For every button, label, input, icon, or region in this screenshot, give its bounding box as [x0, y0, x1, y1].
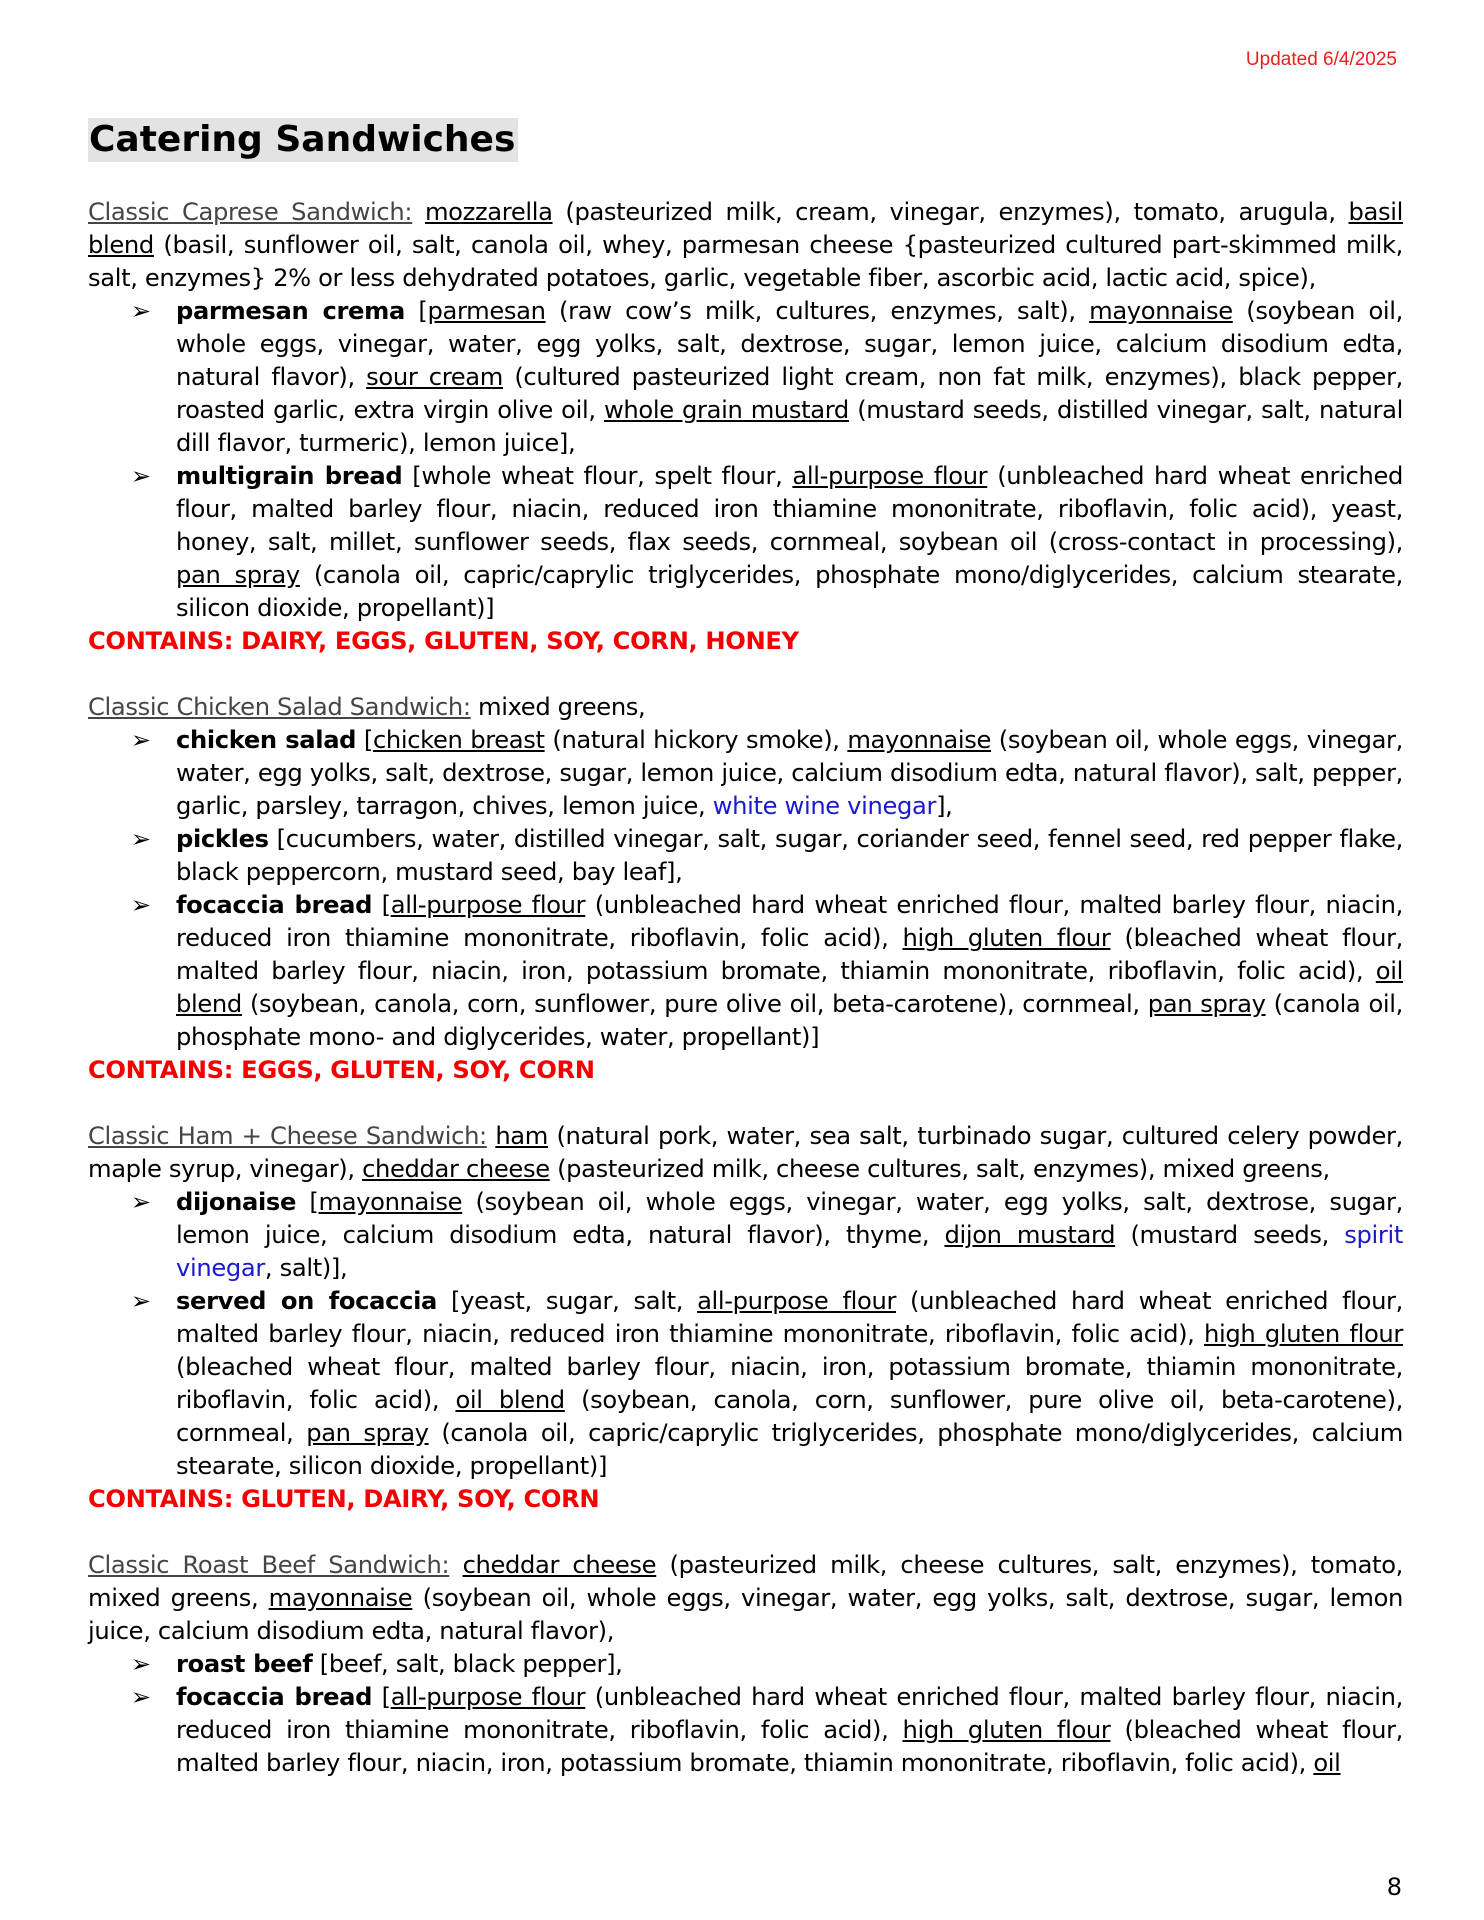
ingredient-text: (soybean oil, whole eggs, vinegar, water, egg yolks, salt, dextrose, sugar, lemon juice, calcium disodium edta, natural flavor),: [176, 297, 1403, 391]
arrow-bullet-icon: ➢: [131, 1683, 151, 1711]
ingredient-text: (basil, sunflower oil, salt, canola oil, whey, parmesan cheese {pasteurized cultured part-skimmed milk, salt, enzymes} 2% or less dehydrated potatoes, garlic, vegetable fiber, ascorbic acid, lactic acid, spice),: [88, 231, 1403, 292]
arrow-bullet-icon: ➢: [131, 825, 151, 853]
allergen-statement: CONTAINS: DAIRY, EGGS, GLUTEN, SOY, CORN, HONEY: [88, 627, 799, 655]
list-item: [88, 889, 1403, 1054]
ingredient-text: (unbleached hard wheat enriched flour, malted barley flour, niacin, reduced iron thiamine mononitrate, riboflavin, folic acid),: [176, 1683, 1403, 1744]
ingredient-text: (canola oil, capric/caprylic triglycerides, phosphate mono/diglycerides, calcium stearate, silicon dioxide, propellant)]: [176, 561, 1403, 622]
ingredient-text: [: [356, 726, 373, 754]
sandwich-name: Classic Roast Beef Sandwich:: [88, 1551, 450, 1579]
ingredient-link: pan spray: [176, 561, 300, 589]
ingredient-link: high gluten flour: [902, 924, 1111, 952]
ingredient-link: oil blend: [455, 1386, 565, 1414]
allergen-statement: CONTAINS: GLUTEN, DAIRY, SOY, CORN: [88, 1485, 600, 1513]
ingredient-text: (bleached wheat flour, malted barley flour, niacin, iron, potassium bromate, thiamin mononitrate, riboflavin, folic acid),: [176, 1353, 1403, 1414]
list-item: [88, 724, 1403, 823]
ingredient-text: (mustard seeds, distilled vinegar, salt, natural dill flavor, turmeric), lemon juice],: [176, 396, 1403, 457]
roastbeef-paragraph: [88, 1549, 1403, 1648]
ingredient-text: [: [372, 891, 391, 919]
ingredient-link: all-purpose flour: [792, 462, 988, 490]
ingredient-link: pan spray: [306, 1419, 429, 1447]
updated-date: Updated 6/4/2025: [1245, 49, 1397, 70]
ingredient-text: (cultured pasteurized light cream, non fat milk, enzymes), black pepper, roasted garlic, extra virgin olive oil,: [176, 363, 1403, 424]
ingredient-text: (unbleached hard wheat enriched flour, malted barley flour, niacin, reduced iron thiamine mononitrate, riboflavin, folic acid), yeast, honey, salt, millet, sunflower seeds, flax seeds, cornmeal, soybean oil (cross-contact in processing),: [176, 462, 1403, 556]
arrow-bullet-icon: ➢: [131, 1188, 151, 1216]
ingredient-text: (pasteurized milk, cheese cultures, salt, enzymes), mixed greens,: [549, 1155, 1330, 1183]
ingredient-text: [beef, salt, black pepper],: [312, 1650, 623, 1678]
allergen-statement: CONTAINS: EGGS, GLUTEN, SOY, CORN: [88, 1056, 595, 1084]
caprese-paragraph: [88, 196, 1403, 295]
ingredient-text: [449, 1551, 462, 1579]
ingredient-link: high gluten flour: [1204, 1320, 1403, 1348]
ingredient-text: (bleached wheat flour, malted barley flour, niacin, iron, potassium bromate, thiamin mononitrate, riboflavin, folic acid),: [176, 1716, 1403, 1777]
ingredient-text: (unbleached hard wheat enriched flour, malted barley flour, niacin, reduced iron thiamine mononitrate, riboflavin, folic acid),: [176, 1287, 1403, 1348]
ingredient-text: (pasteurized milk, cream, vinegar, enzymes), tomato, arugula,: [552, 198, 1349, 226]
ingredient-highlight: white wine vinegar: [712, 792, 937, 820]
sandwich-name: Classic Caprese Sandwich:: [88, 198, 413, 226]
ingredient-text: (unbleached hard wheat enriched flour, malted barley flour, niacin, reduced iron thiamine mononitrate, riboflavin, folic acid),: [176, 891, 1403, 952]
list-item: [88, 460, 1403, 625]
ingredient-text: (soybean oil, whole eggs, vinegar, water, egg yolks, salt, dextrose, sugar, lemon juice, calcium disodium edta, natural flavor), salt, pepper, garlic, parsley, tarragon, chives, lemon juice,: [176, 726, 1403, 820]
arrow-bullet-icon: ➢: [131, 462, 151, 490]
document-body: [88, 196, 1403, 1780]
component-name: chicken salad: [176, 726, 357, 754]
ingredient-link: oil blend: [176, 957, 1403, 1018]
arrow-bullet-icon: ➢: [131, 726, 151, 754]
ingredient-text: (mustard seeds,: [1115, 1221, 1345, 1249]
arrow-bullet-icon: ➢: [131, 891, 151, 919]
component-name: served on focaccia: [176, 1287, 438, 1315]
page-number: 8: [1386, 1873, 1402, 1901]
list-item: [88, 295, 1403, 460]
ingredient-link: mayonnaise: [318, 1188, 463, 1216]
arrow-bullet-icon: ➢: [131, 1287, 151, 1315]
component-name: roast beef: [176, 1650, 313, 1678]
ingredient-link: basil blend: [88, 198, 1403, 259]
ingredient-text: [cucumbers, water, distilled vinegar, salt, sugar, coriander seed, fennel seed, red pepper flake, black peppercorn, mustard seed, bay leaf],: [176, 825, 1403, 886]
ingredient-link: ham: [495, 1122, 548, 1150]
ingredient-link: pan spray: [1147, 990, 1266, 1018]
ingredient-link: mozzarella: [424, 198, 553, 226]
ingredient-text: [yeast, sugar, salt,: [437, 1287, 698, 1315]
ingredient-text: [: [372, 1683, 391, 1711]
ingredient-link: mayonnaise: [847, 726, 992, 754]
list-item: [88, 1681, 1403, 1780]
list-item: [88, 1648, 1403, 1681]
ingredient-link: chicken breast: [372, 726, 545, 754]
ingredient-link: all-purpose flour: [390, 1683, 586, 1711]
ingredient-link: oil: [1313, 1749, 1341, 1777]
ingredient-text: (soybean oil, whole eggs, vinegar, water, egg yolks, salt, dextrose, sugar, lemon juice, calcium disodium edta, natural flavor),: [88, 1584, 1403, 1645]
ingredient-link: parmesan: [427, 297, 546, 325]
ingredient-link: all-purpose flour: [697, 1287, 897, 1315]
ingredient-text: (canola oil, phosphate mono- and diglycerides, water, propellant)]: [176, 990, 1403, 1051]
list-item: [88, 823, 1403, 889]
sandwich-name: Classic Chicken Salad Sandwich:: [88, 693, 471, 721]
ingredient-text: (soybean, canola, corn, sunflower, pure olive oil, beta-carotene), cornmeal,: [176, 1386, 1403, 1447]
ingredient-text: mixed greens,: [470, 693, 646, 721]
ingredient-text: (natural hickory smoke),: [544, 726, 848, 754]
list-item: [88, 1285, 1403, 1483]
ingredient-text: (canola oil, capric/caprylic triglycerides, phosphate mono/diglycerides, calcium stearate, silicon dioxide, propellant)]: [176, 1419, 1403, 1480]
ingredient-text: (pasteurized milk, cheese cultures, salt, enzymes), tomato, mixed greens,: [88, 1551, 1403, 1612]
chicken-paragraph: [88, 691, 1403, 724]
ingredient-link: whole grain mustard: [603, 396, 849, 424]
arrow-bullet-icon: ➢: [131, 297, 151, 325]
page-title: Catering Sandwiches: [88, 118, 518, 162]
ingredient-text: (soybean oil, whole eggs, vinegar, water, egg yolks, salt, dextrose, sugar, lemon juice, calcium disodium edta, natural flavor), thyme,: [176, 1188, 1403, 1249]
ingredient-link: dijon mustard: [944, 1221, 1116, 1249]
ingredient-link: cheddar cheese: [362, 1155, 550, 1183]
ingredient-link: mayonnaise: [268, 1584, 413, 1612]
sandwich-name: Classic Ham + Cheese Sandwich:: [88, 1122, 487, 1150]
ingredient-text: (bleached wheat flour, malted barley flour, niacin, iron, potassium bromate, thiamin mononitrate, riboflavin, folic acid),: [176, 924, 1403, 985]
ingredient-text: ],: [936, 792, 953, 820]
ingredient-link: high gluten flour: [902, 1716, 1111, 1744]
component-name: multigrain bread: [176, 462, 403, 490]
ingredient-link: all-purpose flour: [390, 891, 586, 919]
ingredient-text: [: [296, 1188, 319, 1216]
component-name: pickles: [176, 825, 269, 853]
ham-paragraph: [88, 1120, 1403, 1186]
ingredient-text: (natural pork, water, sea salt, turbinado sugar, cultured celery powder, maple syrup, vinegar),: [88, 1122, 1403, 1183]
ingredient-text: (soybean, canola, corn, sunflower, pure olive oil, beta-carotene), cornmeal,: [241, 990, 1148, 1018]
list-item: [88, 1186, 1403, 1285]
ingredient-highlight: spirit vinegar: [176, 1221, 1404, 1282]
ingredient-text: [: [404, 297, 428, 325]
ingredient-text: , salt)],: [264, 1254, 348, 1282]
component-name: parmesan crema: [176, 297, 405, 325]
component-name: focaccia bread: [176, 891, 373, 919]
ingredient-text: [whole wheat flour, spelt flour,: [402, 462, 793, 490]
ingredient-link: sour cream: [366, 363, 503, 391]
ingredient-link: mayonnaise: [1089, 297, 1233, 325]
component-name: dijonaise: [176, 1188, 296, 1216]
ingredient-text: (raw cow’s milk, cultures, enzymes, salt),: [545, 297, 1090, 325]
component-name: focaccia bread: [176, 1683, 373, 1711]
ingredient-link: cheddar cheese: [462, 1551, 657, 1579]
arrow-bullet-icon: ➢: [131, 1650, 151, 1678]
